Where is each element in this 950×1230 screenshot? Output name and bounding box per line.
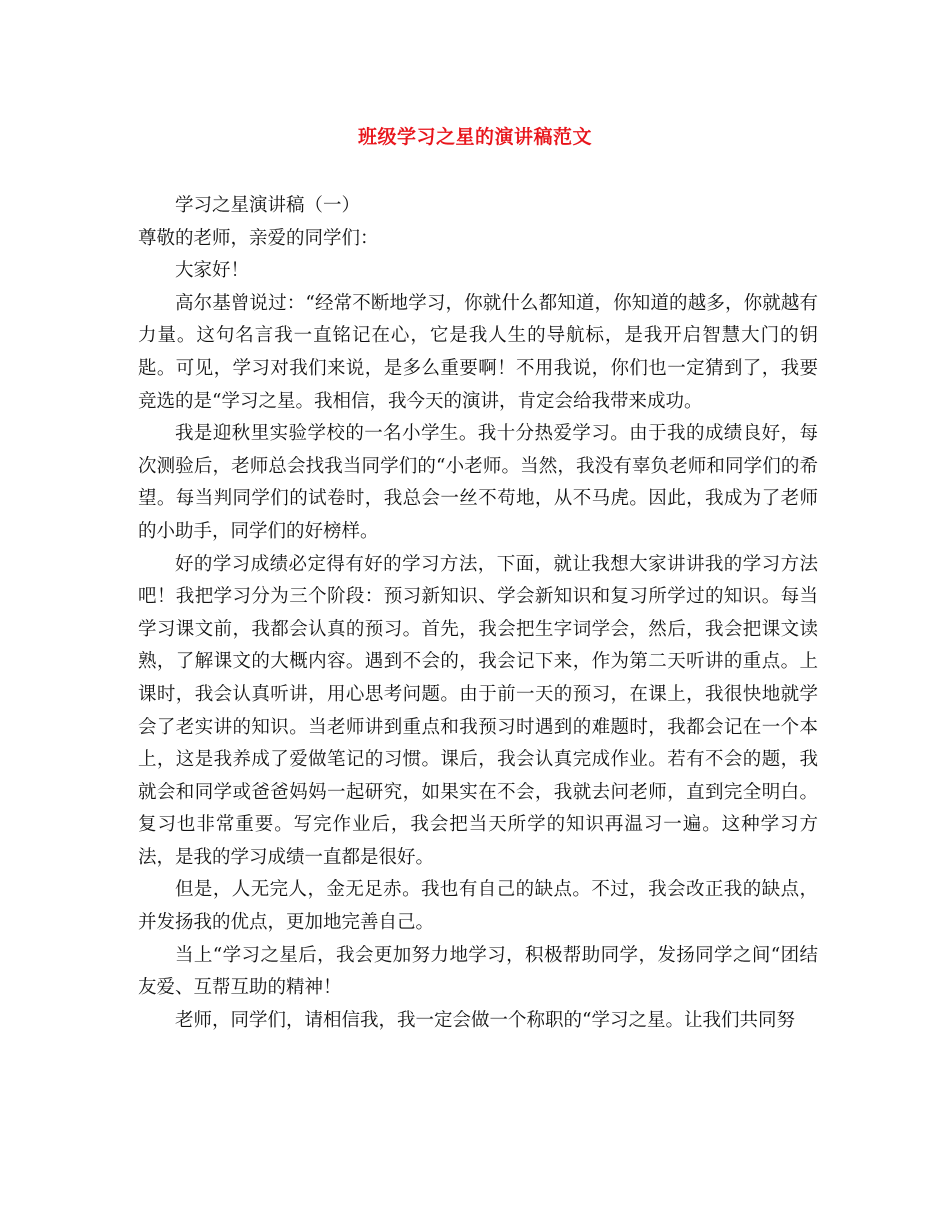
body-paragraph: 高尔基曾说过：“经常不断地学习，你就什么都知道，你知道的越多，你就越有力量。这句名言我一直铭记在心，它是我人生的导航标，是我开启智慧大门的钥匙。可见，学习对我们来说，是多么重要啊！不用我说，你们也一定猜到了，我要竞选的是“学习之星。我相信，我今天的演讲，肯定会给我带来成功。 <box>138 292 818 412</box>
body-paragraph: 我是迎秋里实验学校的一名小学生。我十分热爱学习。由于我的成绩良好，每次测验后，老师总会找我当同学们的“小老师。当然，我没有辜负老师和同学们的希望。每当判同学们的试卷时，我总会一丝不苟地，从不马虎。因此，我成为了老师的小助手，同学们的好榜样。 <box>138 423 818 542</box>
document-title: 班级学习之星的演讲稿范文 <box>357 126 592 148</box>
subtitle-paragraph: 学习之星演讲稿（一） <box>175 195 361 216</box>
document-body <box>138 190 818 1037</box>
body-paragraph: 当上“学习之星后，我会更加努力地学习，积极帮助同学，发扬同学之间“团结友爱、互帮互助的精神！ <box>138 944 818 999</box>
body-paragraph: 老师，同学们，请相信我，我一定会做一个称职的“学习之星。让我们共同努 <box>175 1009 795 1031</box>
greeting-paragraph: 大家好！ <box>175 260 250 282</box>
salutation-paragraph: 尊敬的老师，亲爱的同学们： <box>138 227 379 249</box>
body-paragraph: 但是，人无完人，金无足赤。我也有自己的缺点。不过，我会改正我的缺点，并发扬我的优点，更加地完善自己。 <box>138 879 818 934</box>
body-paragraph: 好的学习成绩必定得有好的学习方法，下面，就让我想大家讲讲我的学习方法吧！我把学习分为三个阶段：预习新知识、学会新知识和复习所学过的知识。每当学习课文前，我都会认真的预习。首先，我会把生字词学会，然后，我会把课文读熟，了解课文的大概内容。遇到不会的，我会记下来，作为第二天听讲的重点。上课时，我会认真听讲，用心思考问题。由于前一天的预习，在课上，我很快地就学会了老实讲的知识。当老师讲到重点和我预习时遇到的难题时，我都会记在一个本上，这是我养成了爱做笔记的习惯。课后，我会认真完成作业。若有不会的题，我就会和同学或爸爸妈妈一起研究，如果实在不会，我就去问老师，直到完全明白。复习也非常重要。写完作业后，我会把当天所学的知识再温习一遍。这种学习方法，是我的学习成绩一直都是很好。 <box>138 553 818 868</box>
